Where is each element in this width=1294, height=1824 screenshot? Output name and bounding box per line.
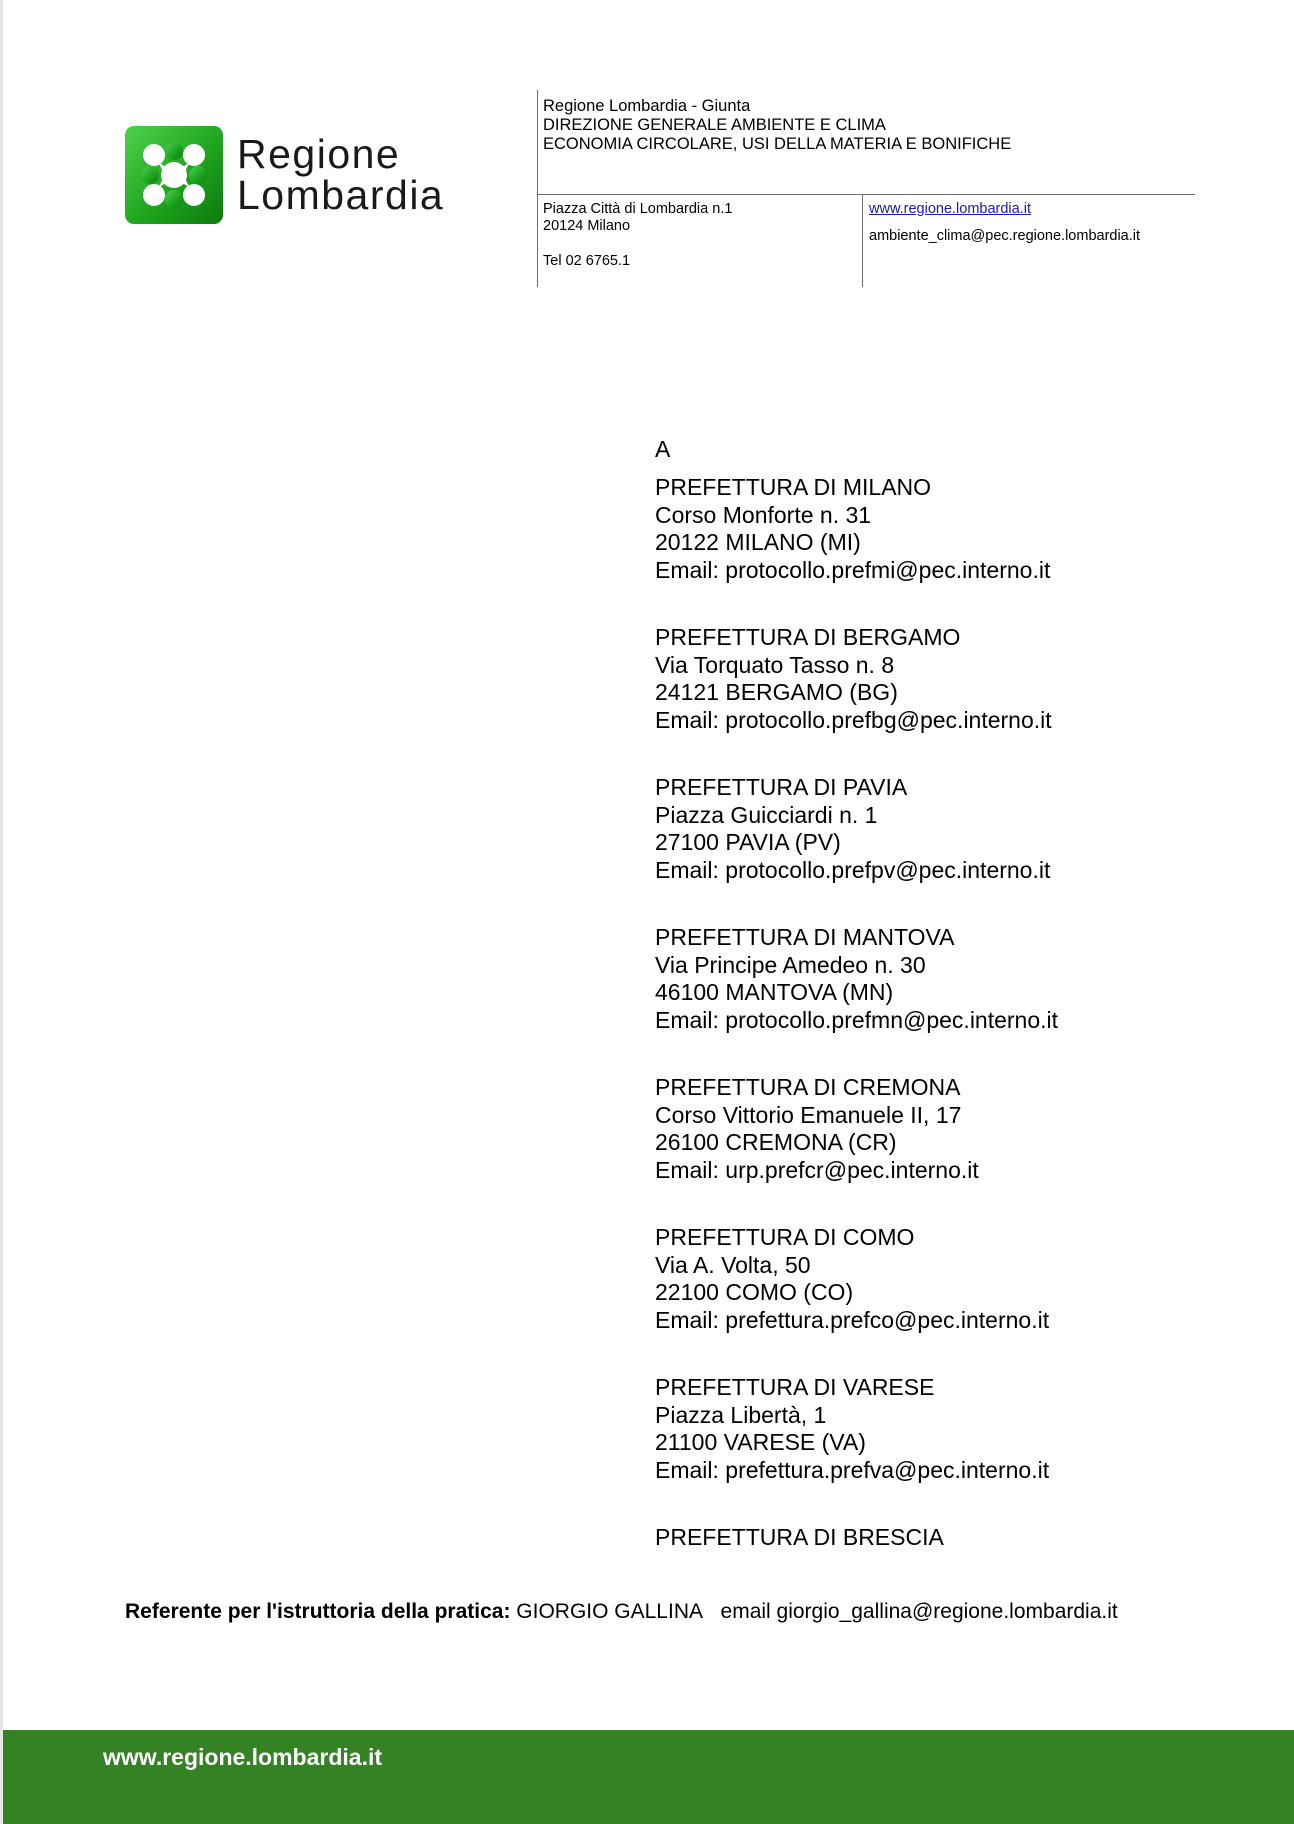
recipient-name: PREFETTURA DI CREMONA xyxy=(655,1074,961,1100)
recipient-city: 24121 BERGAMO (BG) xyxy=(655,679,898,705)
recipient-email: Email: prefettura.prefco@pec.interno.it xyxy=(655,1306,1050,1333)
recipient-block xyxy=(655,924,1058,1034)
recipient-block xyxy=(655,1074,1058,1184)
telephone: Tel 02 6765.1 xyxy=(543,253,631,269)
recipient-city: 26100 CREMONA (CR) xyxy=(655,1129,897,1155)
pec-email: ambiente_clima@pec.regione.lombardia.it xyxy=(869,228,1141,244)
referente-email: email giorgio_gallina@regione.lombardia.it xyxy=(720,1600,1118,1623)
footer-website: www.regione.lombardia.it xyxy=(103,1744,383,1770)
recipient-name: PREFETTURA DI COMO xyxy=(655,1224,915,1250)
recipient-name: PREFETTURA DI VARESE xyxy=(655,1374,935,1400)
recipient-block xyxy=(655,624,1058,734)
recipient-city: 22100 COMO (CO) xyxy=(655,1279,854,1305)
page-left-edge xyxy=(0,0,3,1824)
recipient-name: PREFETTURA DI PAVIA xyxy=(655,774,908,800)
website-link[interactable]: www.regione.lombardia.it xyxy=(869,201,1031,217)
recipient-email: Email: urp.prefcr@pec.interno.it xyxy=(655,1156,979,1183)
recipient-name: PREFETTURA DI BRESCIA xyxy=(655,1524,944,1550)
logo-wordmark xyxy=(237,131,445,218)
referente-label: Referente per l'istruttoria della pratica: xyxy=(125,1600,511,1623)
recipient-email: Email: protocollo.prefmi@pec.interno.it xyxy=(655,556,1051,583)
recipient-block xyxy=(655,474,1058,584)
recipient-street: Corso Monforte n. 31 xyxy=(655,501,872,528)
recipient-block xyxy=(655,1224,1058,1334)
recipient-city: 46100 MANTOVA (MN) xyxy=(655,979,894,1005)
recipient-city: 20122 MILANO (MI) xyxy=(655,529,861,555)
recipient-street: Via Principe Amedeo n. 30 xyxy=(655,951,926,978)
recipient-name: PREFETTURA DI BERGAMO xyxy=(655,624,961,650)
address-line: Piazza Città di Lombardia n.1 xyxy=(543,201,733,217)
header-left-border xyxy=(537,90,538,287)
recipient-city: 27100 PAVIA (PV) xyxy=(655,829,841,855)
recipient-name: PREFETTURA DI MANTOVA xyxy=(655,924,955,950)
org-line: DIREZIONE GENERALE AMBIENTE E CLIMA xyxy=(543,116,886,134)
regione-lombardia-logo xyxy=(125,126,444,224)
recipient-block xyxy=(655,1374,1058,1484)
recipient-email: Email: protocollo.prefmn@pec.interno.it xyxy=(655,1006,1059,1033)
recipient-email: Email: prefettura.prefva@pec.interno.it xyxy=(655,1456,1050,1483)
header-organization xyxy=(543,97,1011,154)
org-line: ECONOMIA CIRCOLARE, USI DELLA MATERIA E BONIFICHE xyxy=(543,135,1012,153)
to-label: A xyxy=(655,436,671,462)
recipient-block xyxy=(655,774,1058,884)
referente-line xyxy=(125,1599,1118,1625)
lombardia-rose-icon xyxy=(125,126,223,224)
recipient-name: PREFETTURA DI MILANO xyxy=(655,474,932,500)
recipients-list xyxy=(655,474,1058,1592)
recipient-street: Piazza Guicciardi n. 1 xyxy=(655,801,878,828)
header-middle-border xyxy=(862,194,863,287)
footer-bar xyxy=(3,1730,1294,1824)
header-address xyxy=(543,201,732,270)
org-line: Regione Lombardia - Giunta xyxy=(543,97,751,115)
logo-line-1: Regione xyxy=(237,131,401,177)
recipient-street: Piazza Libertà, 1 xyxy=(655,1401,827,1428)
recipient-street: Via Torquato Tasso n. 8 xyxy=(655,651,895,678)
recipient-email: Email: protocollo.prefbg@pec.interno.it xyxy=(655,706,1052,733)
referente-name: GIORGIO GALLINA xyxy=(516,1600,703,1623)
recipient-block xyxy=(655,1524,1058,1552)
logo-line-2: Lombardia xyxy=(237,172,445,218)
recipient-city: 21100 VARESE (VA) xyxy=(655,1429,866,1455)
recipient-street: Via A. Volta, 50 xyxy=(655,1251,811,1278)
recipient-street: Corso Vittorio Emanuele II, 17 xyxy=(655,1101,962,1128)
header-divider xyxy=(537,194,1195,195)
recipient-email: Email: protocollo.prefpv@pec.interno.it xyxy=(655,856,1051,883)
address-line: 20124 Milano xyxy=(543,218,631,234)
